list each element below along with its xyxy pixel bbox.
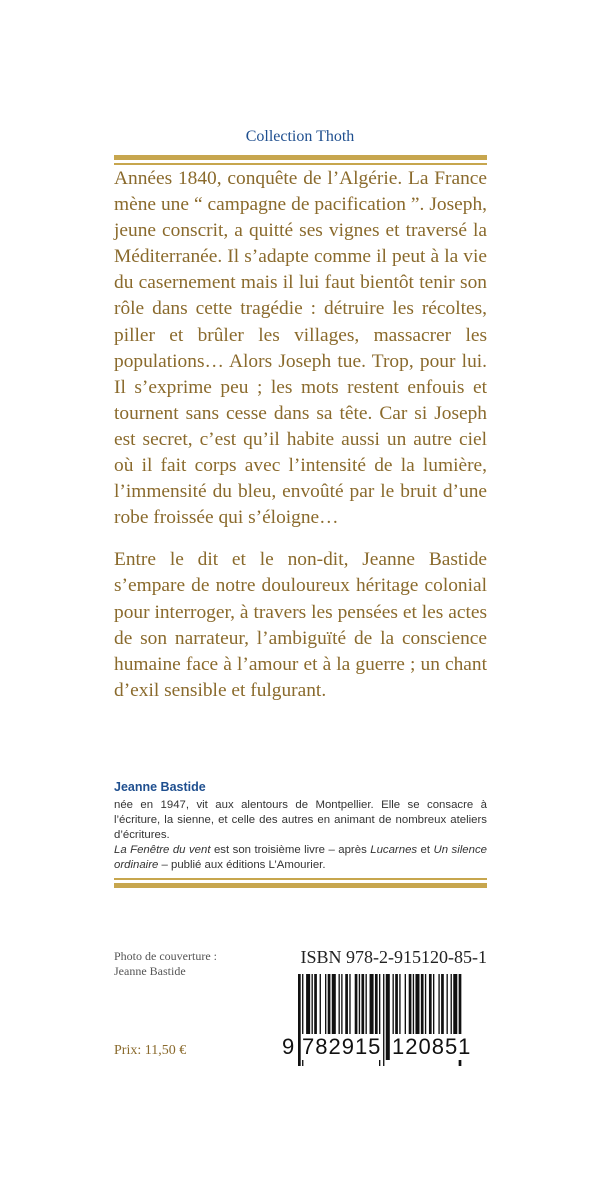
rule-thin-line <box>114 163 487 165</box>
price: Prix: 11,50 € <box>114 1043 187 1058</box>
bio-text: est son troisième livre – après <box>210 844 371 856</box>
author-bio-line: née en 1947, vit aux alentours de Montpellier. Elle se consacre à l’écriture, la sienne, et celle des autres en animant de nombreux ateliers d’écritures. <box>114 799 487 841</box>
bottom-gold-rule <box>114 878 487 888</box>
blurb-text <box>114 166 487 704</box>
barcode-digits-right: 120851 <box>392 1034 472 1059</box>
isbn: ISBN 978-2-915120-85-1 <box>300 947 487 967</box>
author-bio <box>114 798 487 873</box>
book-title-lucarnes: Lucarnes <box>370 844 418 856</box>
rule-thick-line <box>114 883 487 888</box>
author-name: Jeanne Bastide <box>114 780 206 794</box>
rule-thin-line <box>114 878 487 880</box>
top-gold-rule <box>114 155 487 165</box>
book-title-silence: Un silence ordinaire <box>114 844 487 871</box>
collection-name: Collection Thoth <box>245 128 355 145</box>
photo-credit-name: Jeanne Bastide <box>114 964 186 978</box>
barcode-digits-left: 782915 <box>302 1034 382 1059</box>
barcode-digit-lead: 9 <box>282 1034 296 1059</box>
photo-credit <box>114 949 274 979</box>
author-bio-works <box>114 843 487 873</box>
rule-thick-line <box>114 155 487 160</box>
blurb-paragraph-1: Années 1840, conquête de l’Algérie. La France mène une “ campagne de pacification ”. Joseph, jeune conscrit, a quitté ses vignes et traversé la Méditerranée. Il s’adapte comme il peut à la vie du casernement mais il lui faut bientôt tenir son rôle dans cette tragédie : détruire les récoltes, piller et brûler les villages, massacrer les populations… Alors Joseph tue. Trop, pour lui. Il s’exprime peu ; les mots restent enfouis et tournent sans cesse dans sa tête. Car si Joseph est secret, c’est qu’il habite aussi un autre ciel où il fait corps avec l’intensité de la lumière, l’immensité du bleu, envoûté par le bruit d’une robe froissée qui s’éloigne… <box>114 168 487 529</box>
bio-text: – publié aux éditions L’Amourier. <box>158 859 326 871</box>
barcode-digits <box>282 1030 487 1064</box>
blurb-paragraph-2: Entre le dit et le non-dit, Jeanne Bastide s’empare de notre douloureux héritage colonial pour interroger, à travers les pensées et les actes de son narrateur, l’ambiguïté de la conscience humaine face à l’amour et à la guerre ; un chant d’exil sensible et fulgurant. <box>114 549 487 701</box>
book-title: La Fenêtre du vent <box>114 844 211 856</box>
photo-credit-label: Photo de couverture : <box>114 949 217 963</box>
bio-text: et <box>417 844 434 856</box>
